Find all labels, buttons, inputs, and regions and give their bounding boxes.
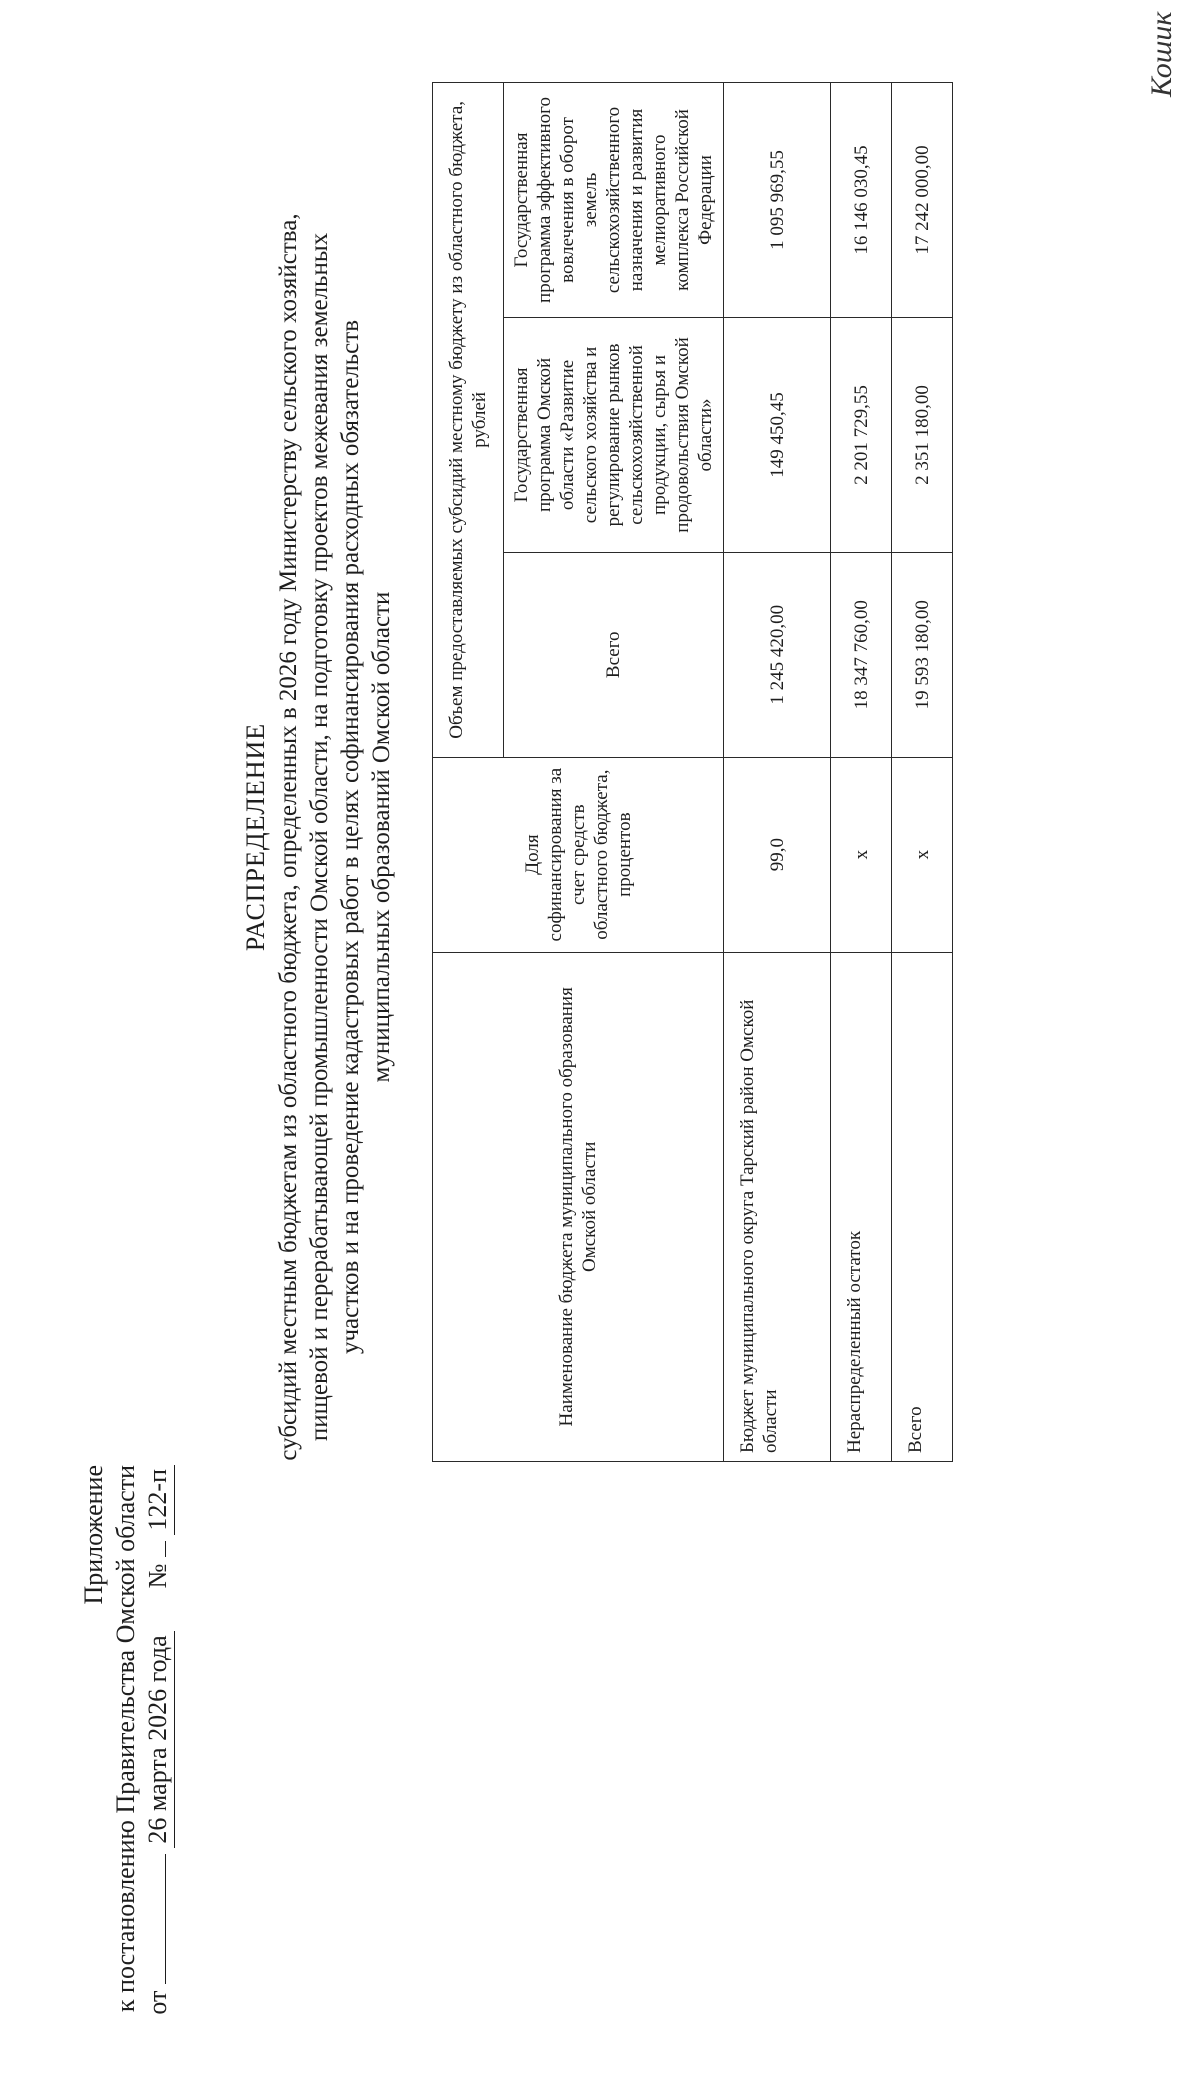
resolution-date: 26 марта 2026 года — [142, 1631, 175, 1847]
document-title — [240, 147, 397, 1527]
cell-program-1: 2 351 180,00 — [892, 317, 953, 552]
date-blank-line — [143, 1854, 166, 1984]
title-line-1: субсидий местным бюджетам из областного бюджета, определенных в 2026 году Министерству сельского хозяйства, — [275, 213, 302, 1461]
resolution-number: 122-п — [142, 1465, 175, 1535]
cell-name: Нераспределенный остаток — [831, 952, 892, 1461]
table-row — [892, 83, 953, 1462]
cell-program-1: 2 201 729,55 — [831, 317, 892, 552]
cell-total: 18 347 760,00 — [831, 552, 892, 757]
cell-program-2: 17 242 000,00 — [892, 83, 953, 318]
cell-program-2: 16 146 030,45 — [831, 83, 892, 318]
cell-program-1: 149 450,45 — [724, 317, 831, 552]
cell-program-2: 1 095 969,55 — [724, 83, 831, 318]
title-line-4: муниципальных образований Омской области — [368, 591, 395, 1083]
cell-share: 99,0 — [724, 757, 831, 952]
header-program-1: Государственная программа Омской области «Развитие сельского хозяйства и регулирование рынков сельскохозяйственной продукции, сырья и продовольствия Омской области» — [504, 317, 724, 552]
header-program-2: Государственная программа эффективного вовлечения в оборот земель сельскохозяйственного назначения и развития мелиоративного комплекса Российской Федерации — [504, 83, 724, 318]
header-share: Доля софинансирования за счет средств областного бюджета, процентов — [433, 757, 724, 952]
title-line-2: пищевой и перерабатывающей промышленности Омской области, на подготовку проектов межевания земельных — [306, 232, 333, 1442]
header-name: Наименование бюджета муниципального образования Омской области — [433, 952, 724, 1461]
table-row — [724, 83, 831, 1462]
appendix-date-number — [142, 1465, 175, 2085]
cell-name: Всего — [892, 952, 953, 1461]
appendix-resolution: к постановлению Правительства Омской области — [111, 1465, 140, 2013]
number-label: № — [143, 1563, 172, 1589]
cell-share: х — [831, 757, 892, 952]
header-total: Всего — [504, 552, 724, 757]
cell-total: 19 593 180,00 — [892, 552, 953, 757]
handwritten-signature: Кошик — [1145, 11, 1178, 97]
appendix-block — [78, 1465, 175, 2085]
title-heading: РАСПРЕДЕЛЕНИЕ — [241, 722, 270, 952]
appendix-label: Приложение — [79, 1465, 108, 1605]
from-label: от — [143, 1990, 172, 2015]
number-blank-line — [143, 1541, 166, 1557]
table-row — [831, 83, 892, 1462]
distribution-table — [432, 82, 953, 1462]
cell-total: 1 245 420,00 — [724, 552, 831, 757]
cell-share: х — [892, 757, 953, 952]
header-volume: Объем предоставляемых субсидий местному бюджету из областного бюджета, рублей — [433, 83, 504, 758]
table-header-row — [433, 83, 504, 1462]
cell-name: Бюджет муниципального округа Тарский район Омской области — [724, 952, 831, 1461]
title-line-3: участков и на проведение кадастровых работ в целях софинансирования расходных обязательств — [337, 319, 364, 1355]
